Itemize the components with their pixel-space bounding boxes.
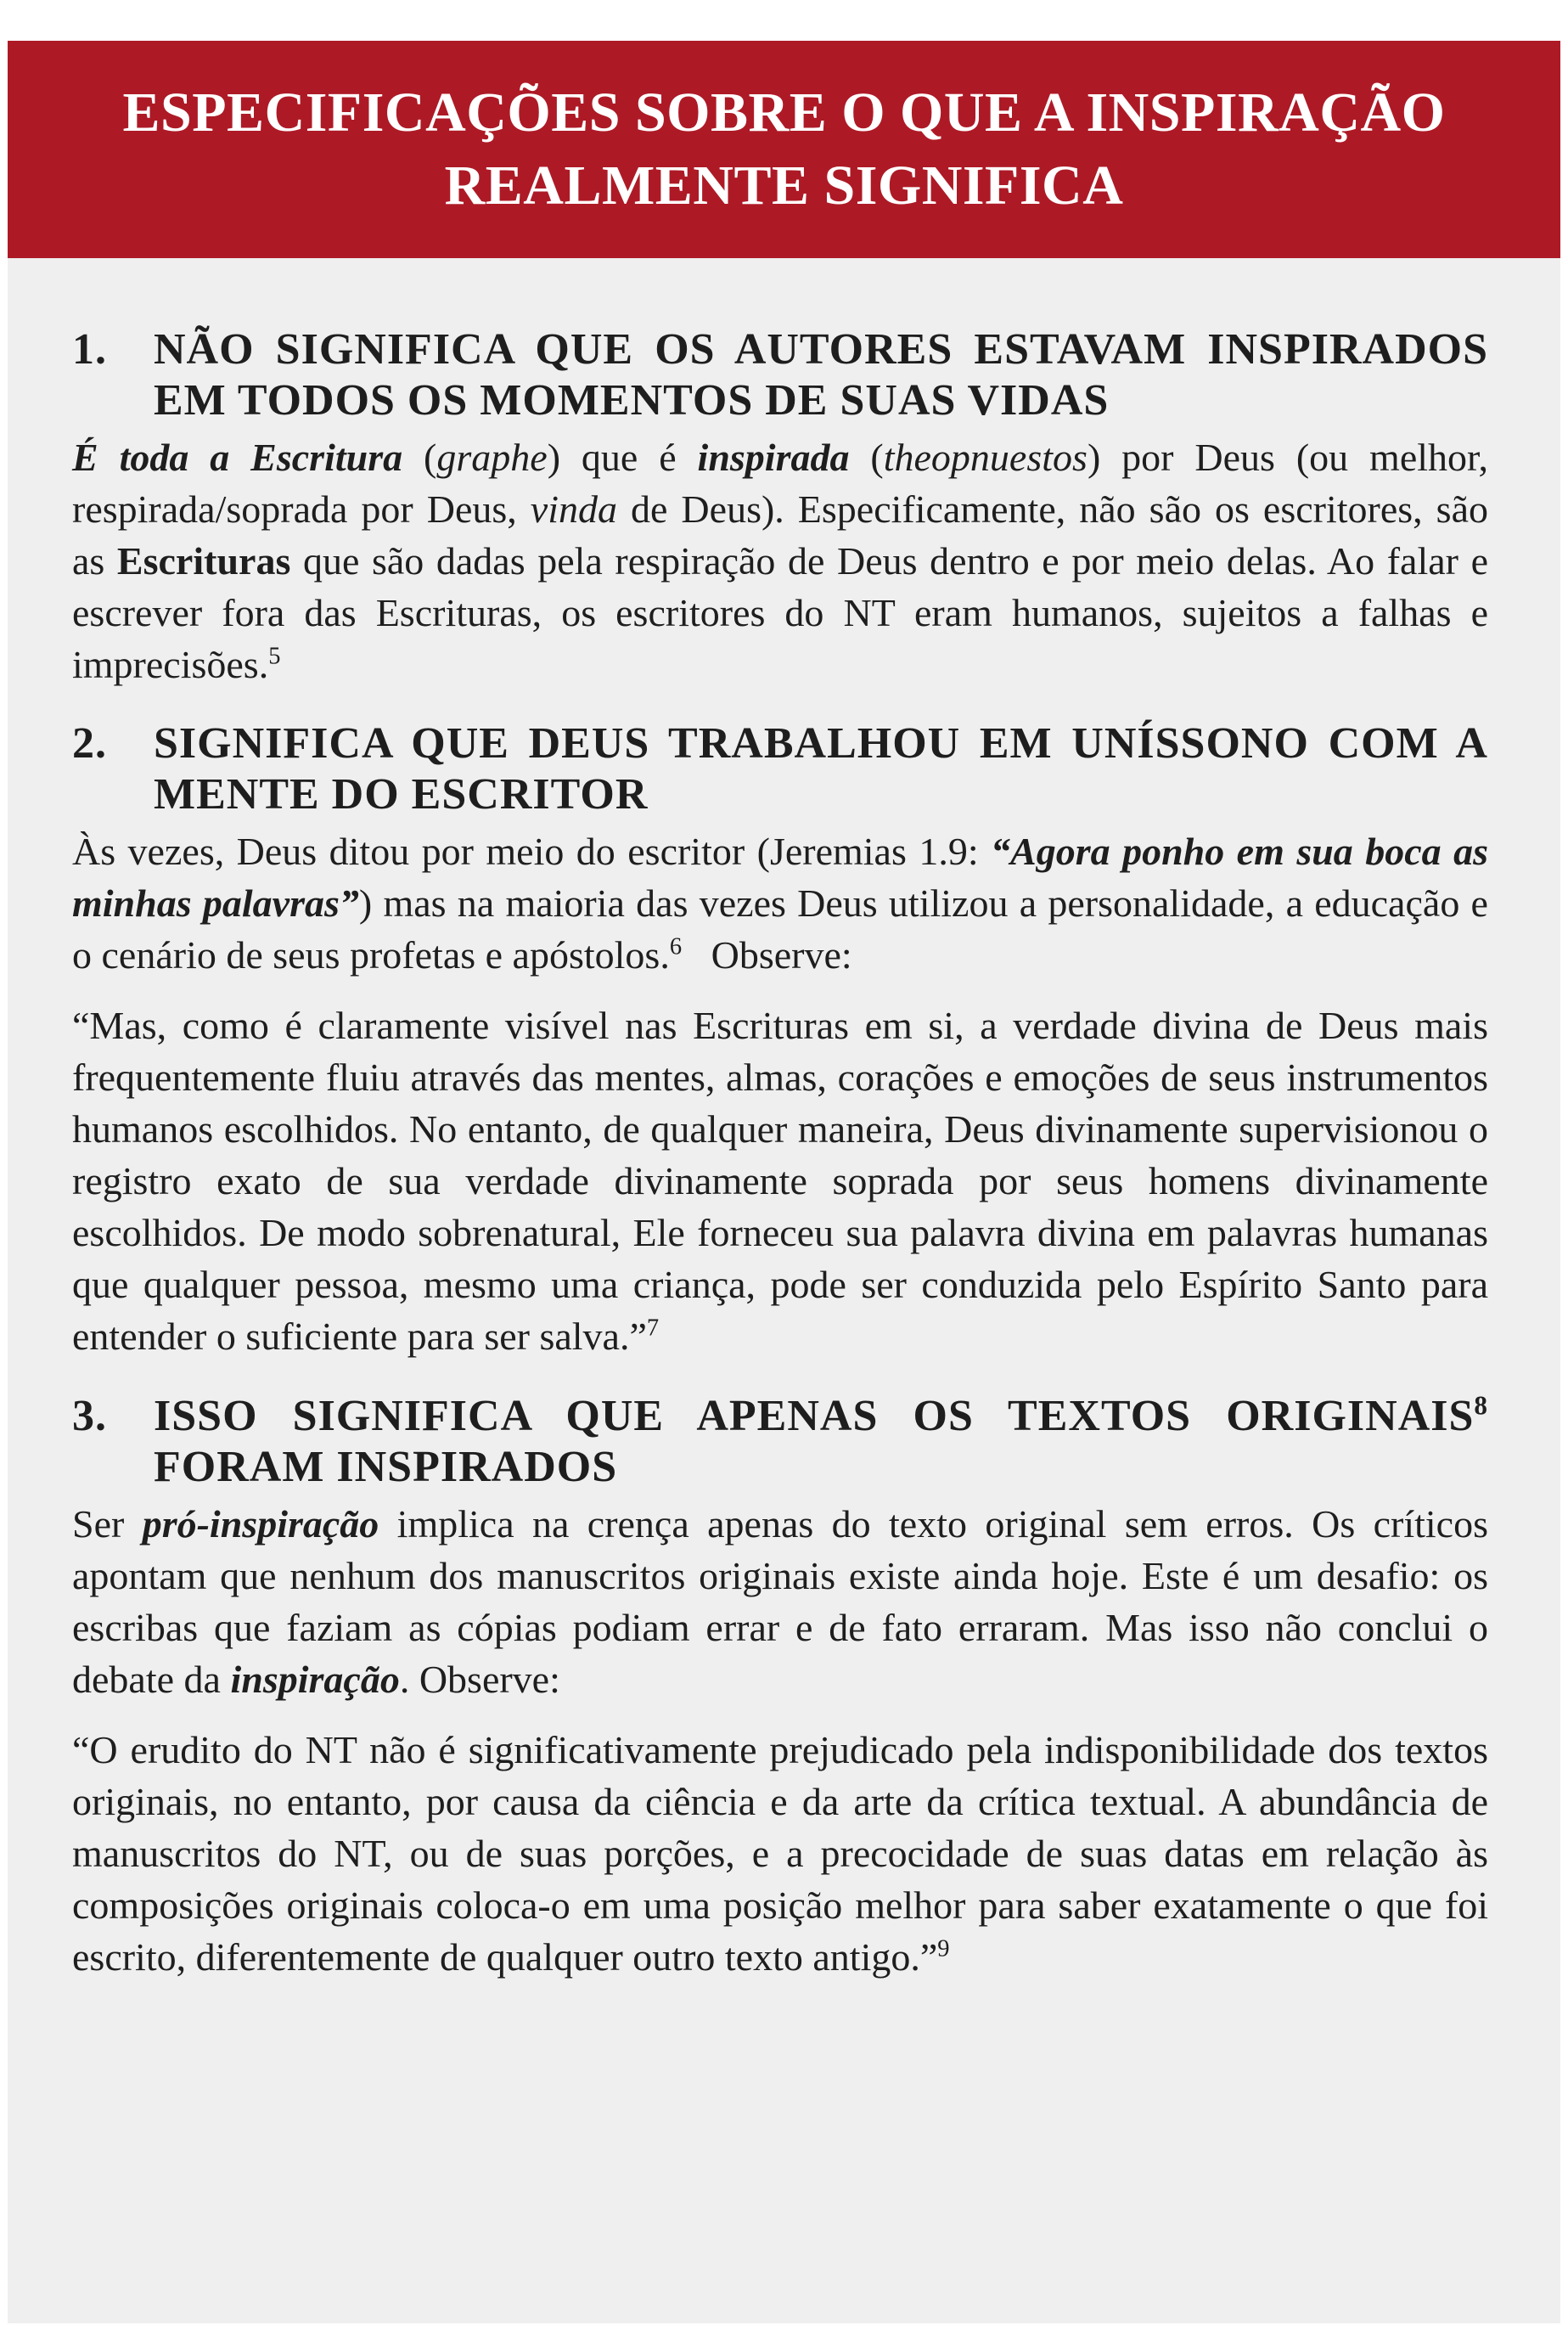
text: (	[849, 436, 884, 479]
text-bold-italic: inspirada	[697, 436, 850, 479]
text: ) mas na maioria das vezes Deus utilizou a personalidade, a educação e o cenário de seus profetas e apóstolos.	[72, 881, 1488, 977]
section-3-title-part-a: ISSO SIGNIFICA QUE APENAS OS TEXTOS ORIGINAIS	[154, 1392, 1475, 1440]
text: . Observe:	[399, 1658, 560, 1701]
text: Ser	[72, 1502, 143, 1546]
text-italic: theopnuestos	[883, 436, 1087, 479]
section-2-quote	[72, 999, 1488, 1362]
text: ) por Deus (ou melhor, respirada/soprada por Deus,	[72, 436, 1488, 531]
info-box	[8, 41, 1560, 2323]
section-2-heading	[72, 718, 1488, 820]
text-italic: vinda	[530, 487, 617, 531]
section-3-heading	[72, 1391, 1488, 1493]
section-3-number: 3.	[72, 1392, 107, 1440]
text-bold-italic: pró-inspiração	[142, 1502, 379, 1546]
text-bold-italic: “Agora ponho em sua boca as minhas palavras”	[72, 830, 1488, 925]
section-2-number: 2.	[72, 719, 107, 768]
text-bold: Escrituras	[116, 539, 291, 583]
footnote-marker: 7	[646, 1315, 660, 1342]
box-content	[8, 258, 1560, 1983]
section-3-quote	[72, 1724, 1488, 1983]
header-title-line-2: REALMENTE SIGNIFICA	[444, 155, 1124, 217]
text: de Deus). Especificamente, não são os escritores, são as	[72, 487, 1489, 583]
text-bold-italic: É toda a Escritura	[72, 436, 403, 479]
text: (	[402, 436, 437, 479]
box-header	[8, 41, 1560, 258]
text-bold-italic: inspiração	[230, 1658, 400, 1701]
section-1-number: 1.	[72, 325, 107, 374]
section-2-title: SIGNIFICA QUE DEUS TRABALHOU EM UNÍSSONO COM A MENTE DO ESCRITOR	[154, 719, 1488, 819]
text: que são dadas pela respiração de Deus dentro e por meio delas. Ao falar e escrever fora das Escrituras, os escritores do NT eram humanos, sujeitos a falhas e imprecisões.	[72, 539, 1488, 686]
footnote-marker: 6	[669, 933, 683, 960]
section-1-heading	[72, 324, 1488, 426]
section-3-paragraph	[72, 1498, 1488, 1705]
text-italic: graphe	[436, 436, 548, 479]
section-1-paragraph	[72, 431, 1488, 690]
section-1-title: NÃO SIGNIFICA QUE OS AUTORES ESTAVAM INSPIRADOS EM TODOS OS MOMENTOS DE SUAS VIDAS	[154, 325, 1488, 425]
header-title-line-1: ESPECIFICAÇÕES SOBRE O QUE A INSPIRAÇÃO	[122, 82, 1446, 144]
section-2-paragraph	[72, 825, 1488, 981]
footnote-marker: 9	[937, 1935, 950, 1962]
footnote-marker: 5	[268, 643, 281, 670]
quote-text: “O erudito do NT não é significativamente prejudicado pela indisponibilidade dos textos originais, no entanto, por causa da ciência e da arte da crítica textual. A abundância de manuscritos do NT, ou de suas porções, e a precocidade de suas datas em relação às composições originais coloca-o em uma posição melhor para saber exatamente o que foi escrito, diferentemente de qualquer outro texto antigo.”	[72, 1728, 1488, 1979]
section-3-title-part-b: FORAM INSPIRADOS	[154, 1443, 618, 1491]
footnote-marker: 8	[1474, 1390, 1488, 1421]
quote-text: “Mas, como é claramente visível nas Escrituras em si, a verdade divina de Deus mais frequentemente fluiu através das mentes, almas, corações e emoções de seus instrumentos humanos escolhidos. No entanto, de qualquer maneira, Deus divinamente supervisionou o registro exato de sua verdade divinamente soprada por seus homens divinamente escolhidos. De modo sobrenatural, Ele forneceu sua palavra divina em palavras humanas que qualquer pessoa, mesmo uma criança, pode ser conduzida pelo Espírito Santo para entender o suficiente para ser salva.”	[72, 1004, 1488, 1358]
text: ) que é	[547, 436, 698, 479]
text: Às vezes, Deus ditou por meio do escritor (Jeremias 1.9:	[72, 830, 992, 873]
text: implica na crença apenas do texto original sem erros. Os críticos apontam que nenhum dos manuscritos originais existe ainda hoje. Este é um desafio: os escribas que faziam as cópias podiam errar e de fato erraram. Mas isso não conclui o debate da	[72, 1502, 1488, 1701]
section-3-title	[154, 1391, 1488, 1493]
text: Observe:	[682, 933, 852, 977]
